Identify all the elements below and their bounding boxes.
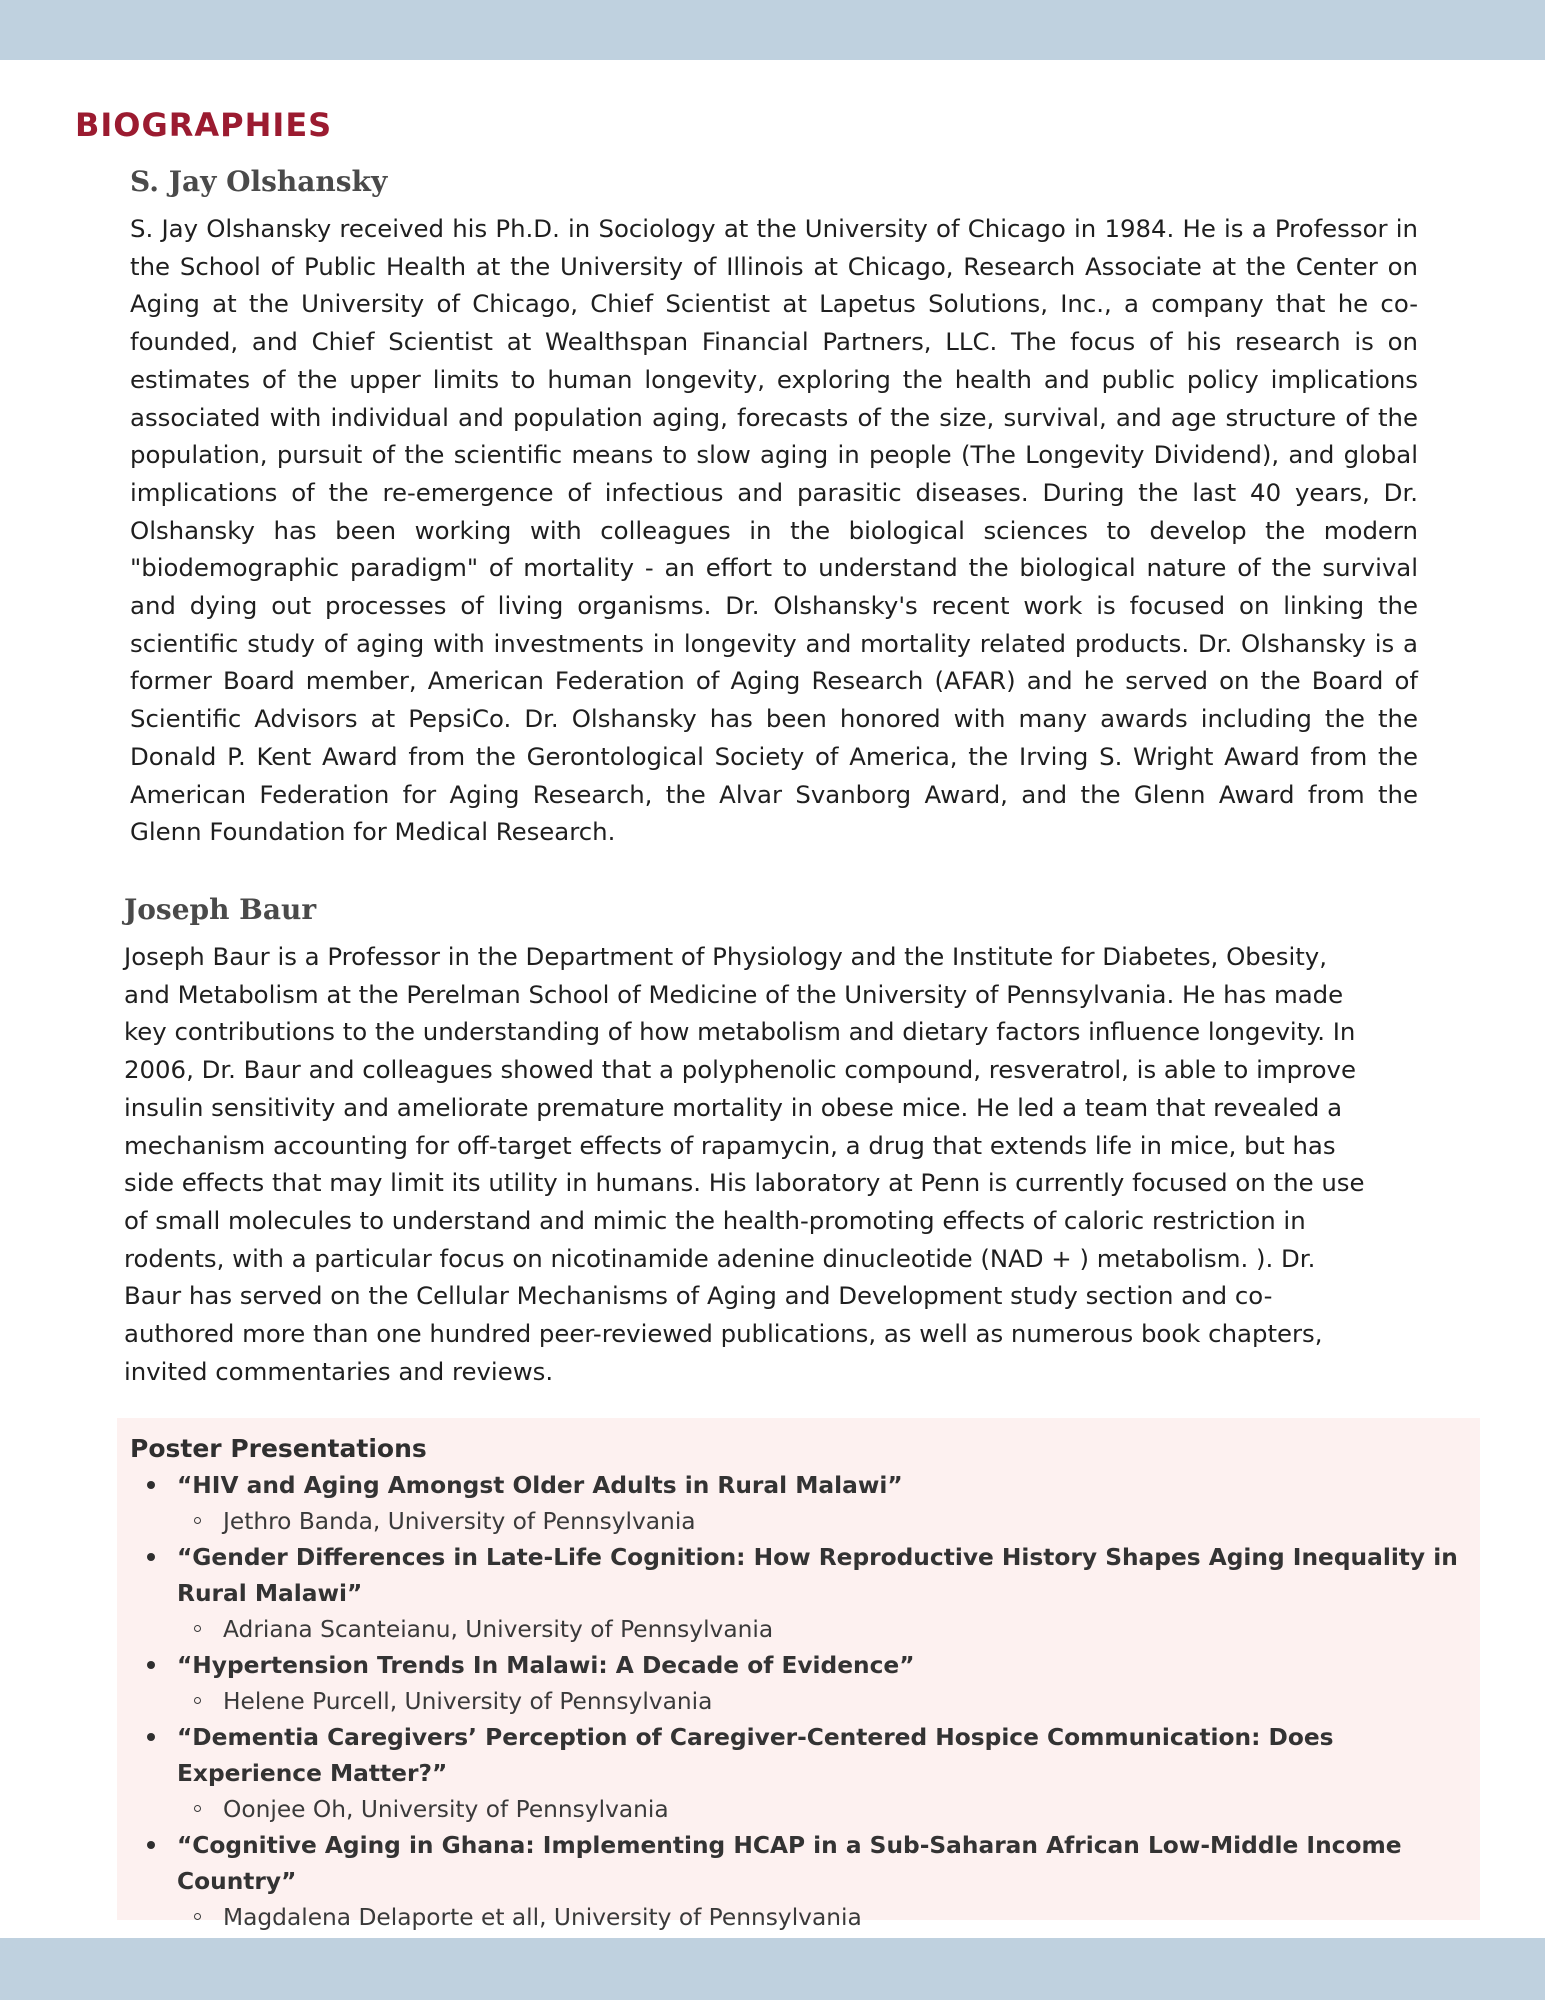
poster-author: Oonjee Oh, University of Pennsylvania xyxy=(223,1796,669,1823)
bullet-icon xyxy=(147,1481,155,1489)
poster-list xyxy=(117,1468,1480,1936)
ring-bullet-icon xyxy=(194,1517,201,1524)
poster-item xyxy=(117,1468,1480,1540)
poster-presentations-box xyxy=(117,1418,1480,1931)
poster-author-line xyxy=(177,1792,1470,1828)
poster-author: Magdalena Delaporte et all, University of Pennsylvania xyxy=(223,1904,862,1931)
bullet-icon xyxy=(147,1553,155,1561)
poster-item xyxy=(117,1828,1480,1936)
poster-author: Helene Purcell, University of Pennsylvania xyxy=(223,1688,713,1715)
poster-author-line xyxy=(177,1684,1470,1720)
ring-bullet-icon xyxy=(194,1805,201,1812)
poster-section-title: Poster Presentations xyxy=(130,1434,427,1463)
poster-author: Jethro Banda, University of Pennsylvania xyxy=(223,1508,696,1535)
poster-title: “Dementia Caregivers’ Perception of Caregiver-Centered Hospice Communication: Does Experience Matter?” xyxy=(177,1724,1334,1787)
poster-item xyxy=(117,1648,1480,1720)
poster-item xyxy=(117,1720,1480,1828)
top-decorative-band xyxy=(0,0,1545,60)
section-heading: BIOGRAPHIES xyxy=(75,106,333,144)
ring-bullet-icon xyxy=(194,1697,201,1704)
ring-bullet-icon xyxy=(194,1625,201,1632)
poster-title: “Hypertension Trends In Malawi: A Decade of Evidence” xyxy=(177,1652,915,1679)
bullet-icon xyxy=(147,1733,155,1741)
ring-bullet-icon xyxy=(194,1913,201,1920)
bio-text-baur: Joseph Baur is a Professor in the Department of Physiology and the Institute for Diabetes, Obesity, and Metabolism at the Perelman School of Medicine of the University of Pennsylvania. He has made key contributions to the understanding of how metabolism and dietary factors influence longevity. In 2006, Dr. Baur and colleagues showed that a polyphenolic compound, resveratrol, is able to improve insulin sensitivity and ameliorate premature mortality in obese mice. He led a team that revealed a mechanism accounting for off-target effects of rapamycin, a drug that extends life in mice, but has side effects that may limit its utility in humans. His laboratory at Penn is currently focused on the use of small molecules to understand and mimic the health-promoting effects of caloric restriction in rodents, with a particular focus on nicotinamide adenine dinucleotide (NAD + ) metabolism. ). Dr. Baur has served on the Cellular Mechanisms of Aging and Development study section and co-authored more than one hundred peer-reviewed publications, as well as numerous book chapters, invited commentaries and reviews. xyxy=(124,942,1365,1386)
bio-name-olshansky: S. Jay Olshansky xyxy=(130,165,388,198)
poster-title: “HIV and Aging Amongst Older Adults in Rural Malawi” xyxy=(177,1472,903,1499)
poster-title: “Gender Differences in Late-Life Cognition: How Reproductive History Shapes Aging Inequality in Rural Malawi” xyxy=(177,1544,1458,1607)
poster-author: Adriana Scanteianu, University of Pennsylvania xyxy=(223,1616,774,1643)
poster-author-line xyxy=(177,1504,1470,1540)
bullet-icon xyxy=(147,1661,155,1669)
poster-title: “Cognitive Aging in Ghana: Implementing HCAP in a Sub-Saharan African Low-Middle Income Country” xyxy=(177,1832,1402,1895)
bottom-decorative-band xyxy=(0,1938,1545,2000)
poster-item xyxy=(117,1540,1480,1648)
poster-author-line xyxy=(177,1900,1470,1936)
bio-text-olshansky: S. Jay Olshansky received his Ph.D. in Sociology at the University of Chicago in 1984. He is a Professor in the School of Public Health at the University of Illinois at Chicago, Research Associate at the Center on Aging at the University of Chicago, Chief Scientist at Lapetus Solutions, Inc., a company that he co-founded, and Chief Scientist at Wealthspan Financial Partners, LLC. The focus of his research is on estimates of the upper limits to human longevity, exploring the health and public policy implications associated with individual and population aging, forecasts of the size, survival, and age structure of the population, pursuit of the scientific means to slow aging in people (The Longevity Dividend), and global implications of the re-emergence of infectious and parasitic diseases. During the last 40 years, Dr. Olshansky has been working with colleagues in the biological sciences to develop the modern "biodemographic paradigm" of mortality - an effort to understand the biological nature of the survival and dying out processes of living organisms. Dr. Olshansky's recent work is focused on linking the scientific study of aging with investments in longevity and mortality related products. Dr. Olshansky is a former Board member, American Federation of Aging Research (AFAR) and he served on the Board of Scientific Advisors at PepsiCo. Dr. Olshansky has been honored with many awards including the the Donald P. Kent Award from the Gerontological Society of America, the Irving S. Wright Award from the American Federation for Aging Research, the Alvar Svanborg Award, and the Glenn Award from the Glenn Foundation for Medical Research. xyxy=(130,214,1418,847)
bullet-icon xyxy=(147,1841,155,1849)
bio-name-baur: Joseph Baur xyxy=(124,893,317,926)
poster-author-line xyxy=(177,1612,1470,1648)
